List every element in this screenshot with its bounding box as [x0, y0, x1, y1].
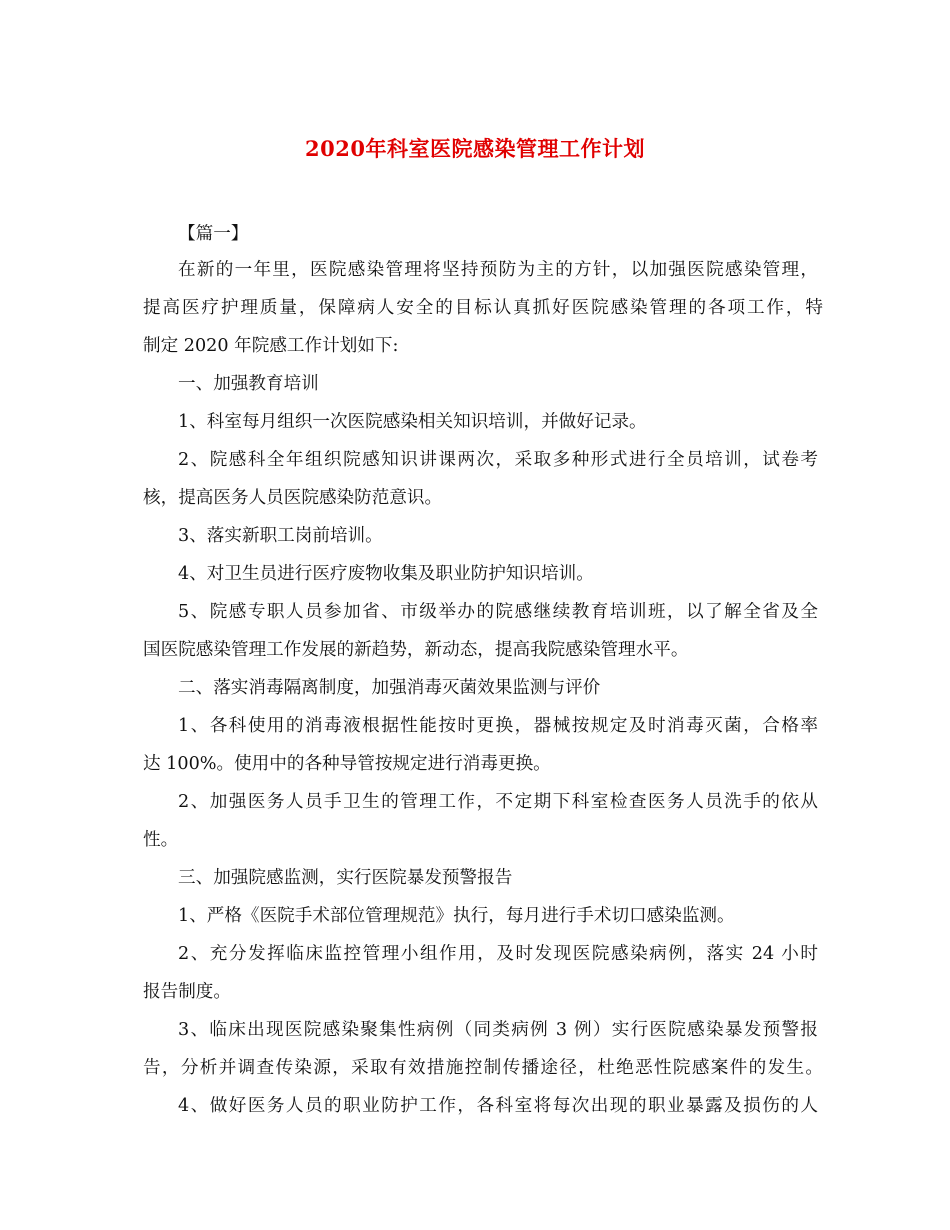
paragraph-line: 1、科室每月组织一次医院感染相关知识培训，并做好记录。	[178, 412, 647, 432]
paragraph-line: 3、临床出现医院感染聚集性病例（同类病例 3 例）实行医院感染暴发预警报	[178, 1020, 818, 1040]
document-title: 2020年科室医院感染管理工作计划	[305, 136, 645, 161]
paragraph-line: 告，分析并调查传染源，采取有效措施控制传播途径，杜绝恶性院感案件的发生。	[143, 1058, 823, 1078]
paragraph-line: 2、院感科全年组织院感知识讲课两次，采取多种形式进行全员培训，试卷考	[178, 450, 818, 470]
section-heading: 【篇一】	[178, 224, 249, 244]
paragraph-line: 在新的一年里，医院感染管理将坚持预防为主的方针，以加强医院感染管理，	[178, 260, 818, 280]
paragraph-line: 3、落实新职工岗前培训。	[178, 526, 383, 546]
paragraph-line: 性。	[143, 830, 179, 850]
paragraph-line: 1、严格《医院手术部位管理规范》执行，每月进行手术切口感染监测。	[178, 906, 735, 926]
paragraph-line: 2、加强医务人员手卫生的管理工作，不定期下科室检查医务人员洗手的依从	[178, 792, 818, 812]
paragraph-line: 达 100%。使用中的各种导管按规定进行消毒更换。	[143, 754, 551, 774]
paragraph-line: 4、对卫生员进行医疗废物收集及职业防护知识培训。	[178, 564, 594, 584]
paragraph-line: 5、院感专职人员参加省、市级举办的院感继续教育培训班，以了解全省及全	[178, 602, 818, 622]
paragraph-line: 1、各科使用的消毒液根据性能按时更换，器械按规定及时消毒灭菌，合格率	[178, 716, 818, 736]
paragraph-line: 国医院感染管理工作发展的新趋势，新动态，提高我院感染管理水平。	[143, 640, 689, 660]
paragraph-line: 4、做好医务人员的职业防护工作，各科室将每次出现的职业暴露及损伤的人	[178, 1096, 818, 1116]
paragraph-line: 制定 2020 年院感工作计划如下:	[143, 336, 399, 356]
section-heading: 一、加强教育培训	[178, 374, 319, 394]
paragraph-line: 核，提高医务人员医院感染防范意识。	[143, 488, 443, 508]
section-heading: 二、落实消毒隔离制度，加强消毒灭菌效果监测与评价	[178, 678, 601, 698]
paragraph-line: 提高医疗护理质量，保障病人安全的目标认真抓好医院感染管理的各项工作，特	[143, 298, 823, 318]
paragraph-line: 2、充分发挥临床监控管理小组作用，及时发现医院感染病例，落实 24 小时	[178, 944, 818, 964]
paragraph-line: 报告制度。	[143, 982, 231, 1002]
section-heading: 三、加强院感监测，实行医院暴发预警报告	[178, 868, 513, 888]
